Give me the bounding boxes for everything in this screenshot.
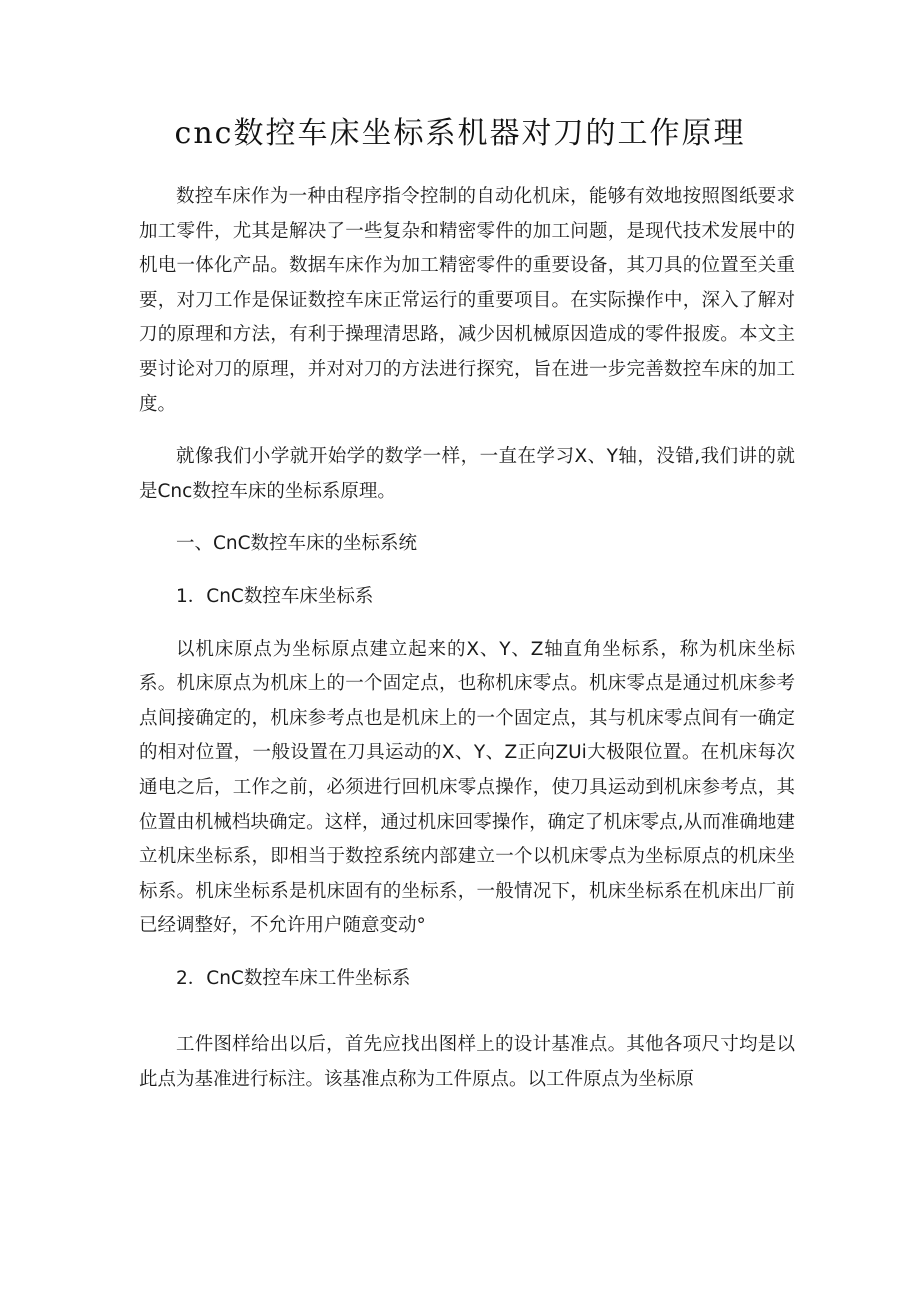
subsection-heading-machine-coordinates: 1．CnC数控车床坐标系	[176, 585, 374, 607]
document-title: cnc数控车床坐标系机器对刀的工作原理	[174, 116, 746, 151]
section-heading-coordinate-system: 一、CnC数控车床的坐标系统	[176, 533, 418, 555]
document-body	[139, 180, 795, 1116]
workpiece-coordinates-paragraph: 工件图样给出以后，首先应找出图样上的设计基准点。其他各项尺寸均是以此点为基准进行标注。该基准点称为工件原点。以工件原点为坐标原	[139, 1034, 795, 1091]
intro-paragraph: 数控车床作为一种由程序指令控制的自动化机床，能够有效地按照图纸要求加工零件，尤其是解决了一些复杂和精密零件的加工问题，是现代技术发展中的机电一体化产品。数据车床作为加工精密零件的重要设备，其刀具的位置至关重要，对刀工作是保证数控车床正常运行的重要项目。在实际操作中，深入了解对刀的原理和方法，有利于操理清思路，减少因机械原因造成的零件报废。本文主要讨论对刀的原理，并对对刀的方法进行探究，旨在进一步完善数控车床的加工度。	[139, 186, 795, 415]
machine-coordinates-paragraph: 以机床原点为坐标原点建立起来的X、Y、Z轴直角坐标系，称为机床坐标系。机床原点为机床上的一个固定点，也称机床零点。机床零点是通过机床参考点间接确定的，机床参考点也是机床上的一个固定点，其与机床零点间有一确定的相对位置，一般设置在刀具运动的X、Y、Z正向ZUi大极限位置。在机床每次通电之后，工作之前，必须进行回机床零点操作，使刀具运动到机床参考点，其位置由机械档块确定。这样，通过机床回零操作，确定了机床零点,从而准确地建立机床坐标系，即相当于数控系统内部建立一个以机床零点为坐标原点的机床坐标系。机床坐标系是机床固有的坐标系，一般情况下，机床坐标系在机床出厂前已经调整好，不允许用户随意变动°	[139, 638, 795, 937]
subsection-heading-workpiece-coordinates: 2．CnC数控车床工件坐标系	[176, 967, 411, 989]
coordinate-analogy-paragraph: 就像我们小学就开始学的数学一样，一直在学习X、Y轴，没错,我们讲的就是Cnc数控车床的坐标系原理。	[139, 446, 795, 502]
